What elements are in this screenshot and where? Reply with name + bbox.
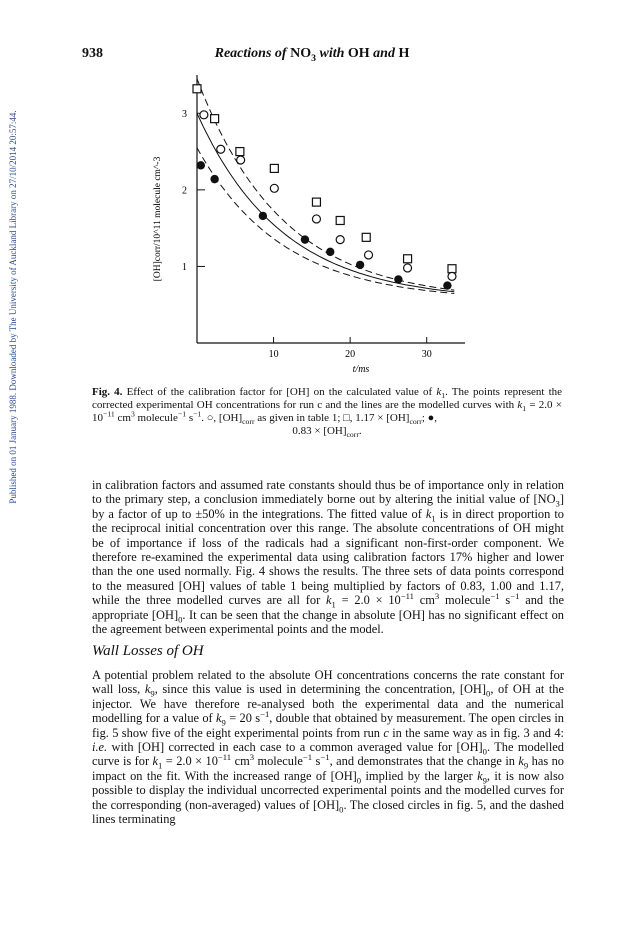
- data-point-open-circle: [404, 264, 412, 272]
- data-point-square: [270, 164, 278, 172]
- y-tick-label: 3: [182, 108, 187, 120]
- y-tick-label: 1: [182, 261, 187, 273]
- data-point-filled-circle: [443, 281, 451, 289]
- data-point-open-circle: [270, 184, 278, 192]
- x-tick-label: 30: [421, 349, 432, 360]
- paragraph-1: in calibration factors and assumed rate constants should thus be of importance only in relation to the primary step, a conclusion immediately borne out by altering the initial value of $[NO_3]$ by a factor of up to ±50% in the integrations. The fitted value of $k_1$ is in direct proportion to the reciprocal initial concentration over this range. The absolute concentrations of OH might be of importance if loss of the radicals had a significant non-first-order component. We therefore re-examined the experimental data using calibration factors 17% higher and lower than the one used normally. Fig. 4 shows the results. The three sets of data points correspond to the measured [OH] values of table 1 being multiplied by factors of 0.83, 1.00 and 1.17, while the three modelled curves are all for $k_1 = 2.0 \times 10^{-11}$ $cm^3$ molecule$^{-1}$ $s^{-1}$ and the appropriate $[OH]_0$. It can be seen that the change in absolute [OH] has no significant effect on the agreement between experimental points and the model.: [92, 478, 564, 637]
- model-curve-filled-circle: [197, 148, 454, 294]
- data-point-filled-circle: [326, 248, 334, 256]
- paragraph-2: A potential problem related to the absolute OH concentrations concerns the rate constant for wall loss, $k_9$, since this value is used in determining the concentration, $[OH]_0$, of OH at the injector. We have therefore re-analysed both the experimental data and the numerical modelling for a value of $k_9 = 20$ $s^{-1}$, double that obtained by measurement. The open circles in fig. 5 show five of the eight experimental points from run c in the same way as in fig. 3 and 4: i.e. with [OH] corrected in each case to a common averaged value for $[OH]_0$. The modelled curve is for $k_1 = 2.0 \times 10^{-11}$ $cm^3$ molecule$^{-1}$ $s^{-1}$, and demonstrates that the change in $k_9$ has no impact on the fit. With the increased range of $[OH]_0$ implied by the larger $k_9$, it is now also possible to display the individual uncorrected experimental points and the modelled curves for the corresponding (non-averaged) values of $[OH]_0$. The closed circles in fig. 5, and the dashed lines terminating: [92, 668, 565, 827]
- data-point-square: [236, 148, 244, 156]
- data-point-square: [312, 198, 320, 206]
- download-notice: Published on 01 January 1988. Downloaded by The University of Auckland Library on 27/10/2014 20:57:44.: [8, 110, 18, 504]
- data-point-square: [362, 233, 370, 241]
- data-point-filled-circle: [394, 275, 402, 283]
- model-curve-open-circle: [197, 113, 454, 291]
- data-point-open-circle: [336, 236, 344, 244]
- data-point-square: [336, 216, 344, 224]
- data-point-open-circle: [217, 145, 225, 153]
- data-point-square: [211, 115, 219, 123]
- y-axis-label: [OH]corr/10^11 molecule cm^-3: [153, 156, 163, 282]
- page-number: 938: [82, 46, 103, 61]
- data-point-filled-circle: [259, 212, 267, 220]
- section-heading: Wall Losses of OH: [92, 643, 204, 659]
- data-point-open-circle: [312, 215, 320, 223]
- data-point-filled-circle: [197, 161, 205, 169]
- running-title: Reactions of $NO_3$ with OH and H: [214, 46, 410, 64]
- data-point-filled-circle: [356, 261, 364, 269]
- data-point-square: [193, 85, 201, 93]
- x-tick-label: 20: [345, 349, 356, 360]
- data-point-filled-circle: [210, 175, 218, 183]
- data-point-filled-circle: [301, 235, 309, 243]
- x-tick-label: 10: [268, 349, 279, 360]
- data-point-square: [448, 265, 456, 273]
- model-curve-open-square: [197, 79, 454, 290]
- x-axis-label: t/ms: [352, 364, 370, 375]
- data-point-open-circle: [448, 272, 456, 280]
- data-point-open-circle: [365, 251, 373, 259]
- figure-4-chart: [0, 0, 624, 380]
- data-point-open-circle: [200, 111, 208, 119]
- data-point-square: [404, 255, 412, 263]
- figure-caption: Fig. 4. Effect of the calibration factor for [OH] on the calculated value of $k_1$. The points represent the corrected experimental OH concentrations for run c and the lines are the modelled curves with $k_1 = 2.0 \times 10^{-11}$ $cm^3$ molecule$^{-1}$ $s^{-1}$. ○, $[OH]_{corr}$ as given in table 1; □, $1.17 \times [OH]_{corr}$; ●, $0.83 \times [OH]_{corr}$.: [92, 386, 563, 440]
- data-point-open-circle: [237, 156, 245, 164]
- y-tick-label: 2: [182, 185, 187, 197]
